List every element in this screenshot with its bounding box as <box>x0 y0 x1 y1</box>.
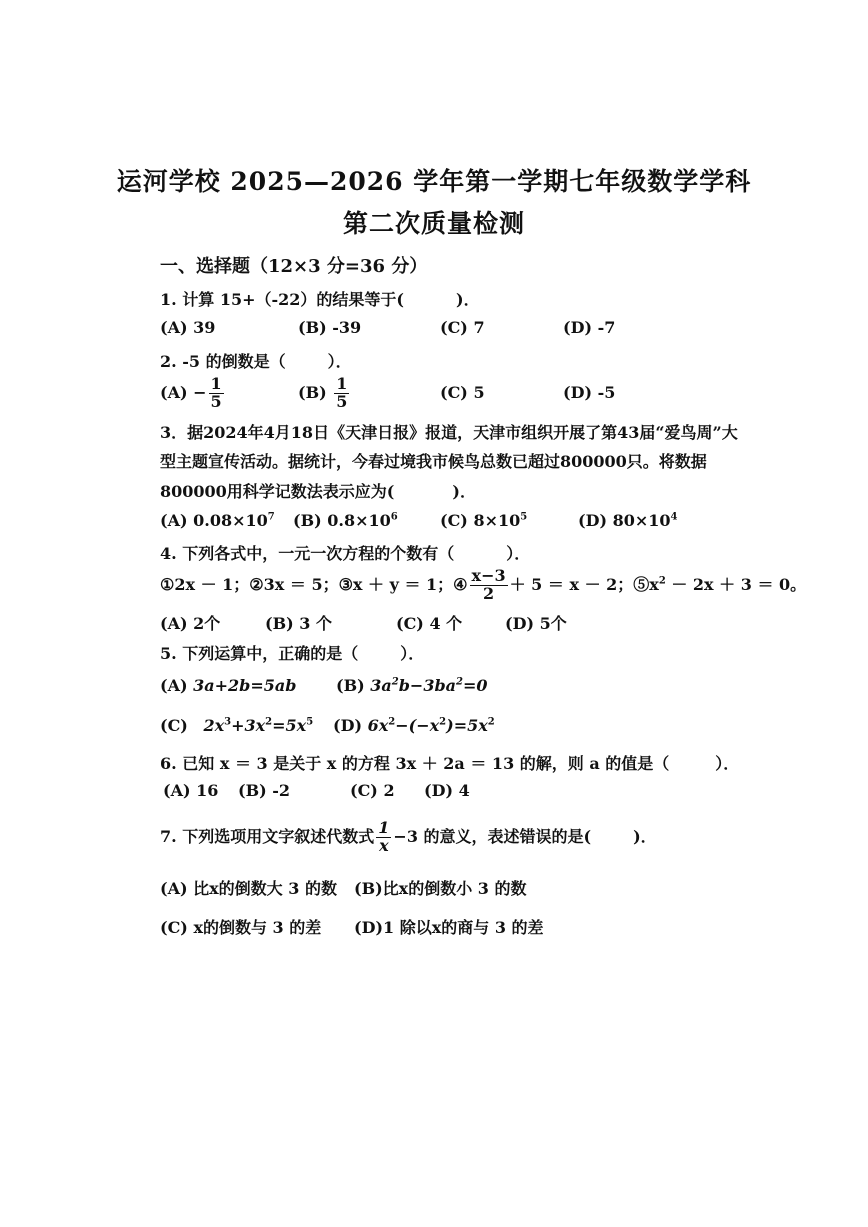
question-1-stem <box>160 287 480 310</box>
q2-option-a <box>160 376 226 411</box>
q7-stem-end: )． <box>633 826 657 846</box>
q6-stem-text: 6. 已知 x ＝ 3 是关于 x 的方程 3x ＋ 2a ＝ 13 的解，则 a 的值是（ <box>160 754 670 773</box>
q7-option-c: (C) x的倒数与 3 的差 <box>160 918 322 937</box>
q5-d-exp1: 2 <box>388 716 396 728</box>
q1-stem-end: )． <box>456 290 480 309</box>
q2-option-b <box>298 376 351 411</box>
q5-b-part3: =0 <box>462 676 488 695</box>
q1-option-c: (C) 7 <box>440 318 485 337</box>
q5-option-b <box>336 676 488 695</box>
q5-a-label: (A) <box>160 676 188 695</box>
q2-option-b-fraction <box>334 376 349 411</box>
q3-d-exponent: 4 <box>670 511 678 523</box>
q4-eq-fraction <box>470 568 508 603</box>
q5-c-exp1: 3 <box>224 716 232 728</box>
q5-c-part3: =5x <box>272 716 307 735</box>
q7-frac-denominator: x <box>379 835 389 855</box>
q4-frac-denominator: 2 <box>483 583 495 603</box>
q2-option-c: (C) 5 <box>440 383 485 402</box>
question-3-line1: 3．据2024年4月18日《天津日报》报道，天津市组织开展了第43届“爱鸟周”大 <box>160 423 738 442</box>
q3-b-exponent: 6 <box>390 511 398 523</box>
q5-d-exp3: 2 <box>487 716 495 728</box>
q4-frac-numerator: x−3 <box>471 566 506 585</box>
exam-title: 运河学校 2025—2026 学年第一学期七年级数学学科 <box>116 167 752 196</box>
q2-option-d: (D) -5 <box>563 383 616 402</box>
q5-stem-end: ）． <box>400 644 425 663</box>
q1-option-d: (D) -7 <box>563 318 616 337</box>
q5-b-part2: b−3ba <box>398 676 456 695</box>
q4-option-b: (B) 3 个 <box>265 614 332 633</box>
q1-stem-text: 1. 计算 15+（-22）的结果等于( <box>160 290 404 309</box>
q7-stem-mid: −3 的意义，表述错误的是( <box>393 826 592 846</box>
exam-subtitle: 第二次质量检测 <box>342 209 525 238</box>
q5-d-label: (D) <box>333 716 363 735</box>
q4-eq-part1: ①2x － 1；②3x ＝ 5；③x ＋ y ＝ 1；④ <box>160 574 468 594</box>
q4-eq-exponent: 2 <box>658 575 666 587</box>
question-2-stem <box>160 349 352 372</box>
q5-d-exp2: 2 <box>439 716 447 728</box>
q3-option-c <box>440 511 527 530</box>
q3-a-exponent: 7 <box>267 511 275 523</box>
question-4-stem <box>160 541 530 564</box>
q5-c-part2: +3x <box>231 716 266 735</box>
q7-fraction <box>376 820 391 855</box>
q5-d-part3: )=5x <box>446 716 488 735</box>
q2-a-denominator: 5 <box>210 391 222 411</box>
q5-b-exp1: 2 <box>391 676 399 688</box>
q5-stem-text: 5. 下列运算中，正确的是（ <box>160 644 359 663</box>
q5-option-c <box>160 716 313 735</box>
q2-a-numerator: 1 <box>210 374 222 393</box>
q5-option-d <box>333 716 495 735</box>
q5-d-part2: −(−x <box>395 716 440 735</box>
q6-option-d: (D) 4 <box>424 781 470 800</box>
q5-option-a <box>160 676 296 695</box>
q4-eq-part2: ＋ 5 ＝ x － 2；⑤x <box>509 574 659 594</box>
q6-option-a: (A) 16 <box>163 781 219 800</box>
q5-d-part1: 6x <box>367 716 389 735</box>
q4-option-a: (A) 2个 <box>160 614 221 633</box>
q6-option-c: (C) 2 <box>350 781 395 800</box>
q5-b-part1: 3a <box>370 676 392 695</box>
q5-b-exp2: 2 <box>456 676 463 688</box>
q5-c-exp2: 2 <box>265 716 273 728</box>
q7-frac-numerator: 1 <box>378 818 390 837</box>
q7-option-d: (D)1 除以x的商与 3 的差 <box>354 918 544 937</box>
q2-b-denominator: 5 <box>336 391 348 411</box>
q2-option-a-fraction <box>209 376 224 411</box>
q3-line3-text: 800000用科学记数法表示应为( <box>160 482 395 501</box>
q7-option-a: (A) 比x的倒数大 3 的数 <box>160 879 337 898</box>
q3-option-a <box>160 511 275 530</box>
q2-b-numerator: 1 <box>336 374 348 393</box>
section-heading: 一、选择题（12×3 分=36 分） <box>160 256 428 277</box>
q5-c-exp3: 5 <box>306 716 314 728</box>
q4-option-d: (D) 5个 <box>505 614 567 633</box>
q3-line3-end: )． <box>452 482 476 501</box>
q4-stem-text: 4. 下列各式中，一元一次方程的个数有（ <box>160 544 455 563</box>
q7-option-b: (B)比x的倒数小 3 的数 <box>354 879 527 898</box>
q6-stem-end: ）． <box>715 754 740 773</box>
q5-a-expression: 3a+2b=5ab <box>193 676 297 695</box>
q3-a-base: (A) 0.08×10 <box>160 511 268 530</box>
q3-option-b <box>293 511 398 530</box>
q3-c-exponent: 5 <box>520 511 528 523</box>
q2-stem-end: ）． <box>327 352 352 371</box>
q4-stem-end: ）． <box>506 544 531 563</box>
q3-option-d <box>578 511 678 530</box>
q3-b-base: (B) 0.8×10 <box>293 511 391 530</box>
q2-option-a-sign: − <box>193 382 207 402</box>
q1-option-a: (A) 39 <box>160 318 216 337</box>
q2-stem-text: 2. -5 的倒数是（ <box>160 352 286 371</box>
q2-option-b-label: (B) <box>298 382 327 402</box>
q3-c-base: (C) 8×10 <box>440 511 521 530</box>
q4-eq-part3: － 2x ＋ 3 ＝ 0。 <box>665 574 807 594</box>
q5-c-part1: 2x <box>203 716 225 735</box>
question-7-stem <box>160 820 657 855</box>
question-3-line3 <box>160 479 476 502</box>
q6-option-b: (B) -2 <box>238 781 291 800</box>
question-5-stem <box>160 641 424 664</box>
q2-option-a-label: (A) <box>160 382 188 402</box>
q5-b-label: (B) <box>336 676 365 695</box>
question-6-stem <box>160 751 739 774</box>
q5-c-label: (C) <box>160 716 188 735</box>
q7-stem-text: 7. 下列选项用文字叙述代数式 <box>160 826 375 846</box>
q4-option-c: (C) 4 个 <box>396 614 463 633</box>
q3-d-base: (D) 80×10 <box>578 511 671 530</box>
question-4-equations <box>160 568 806 603</box>
question-3-line2: 型主题宣传活动。据统计，今春过境我市候鸟总数已超过800000只。将数据 <box>160 452 707 471</box>
q1-option-b: (B) -39 <box>298 318 362 337</box>
